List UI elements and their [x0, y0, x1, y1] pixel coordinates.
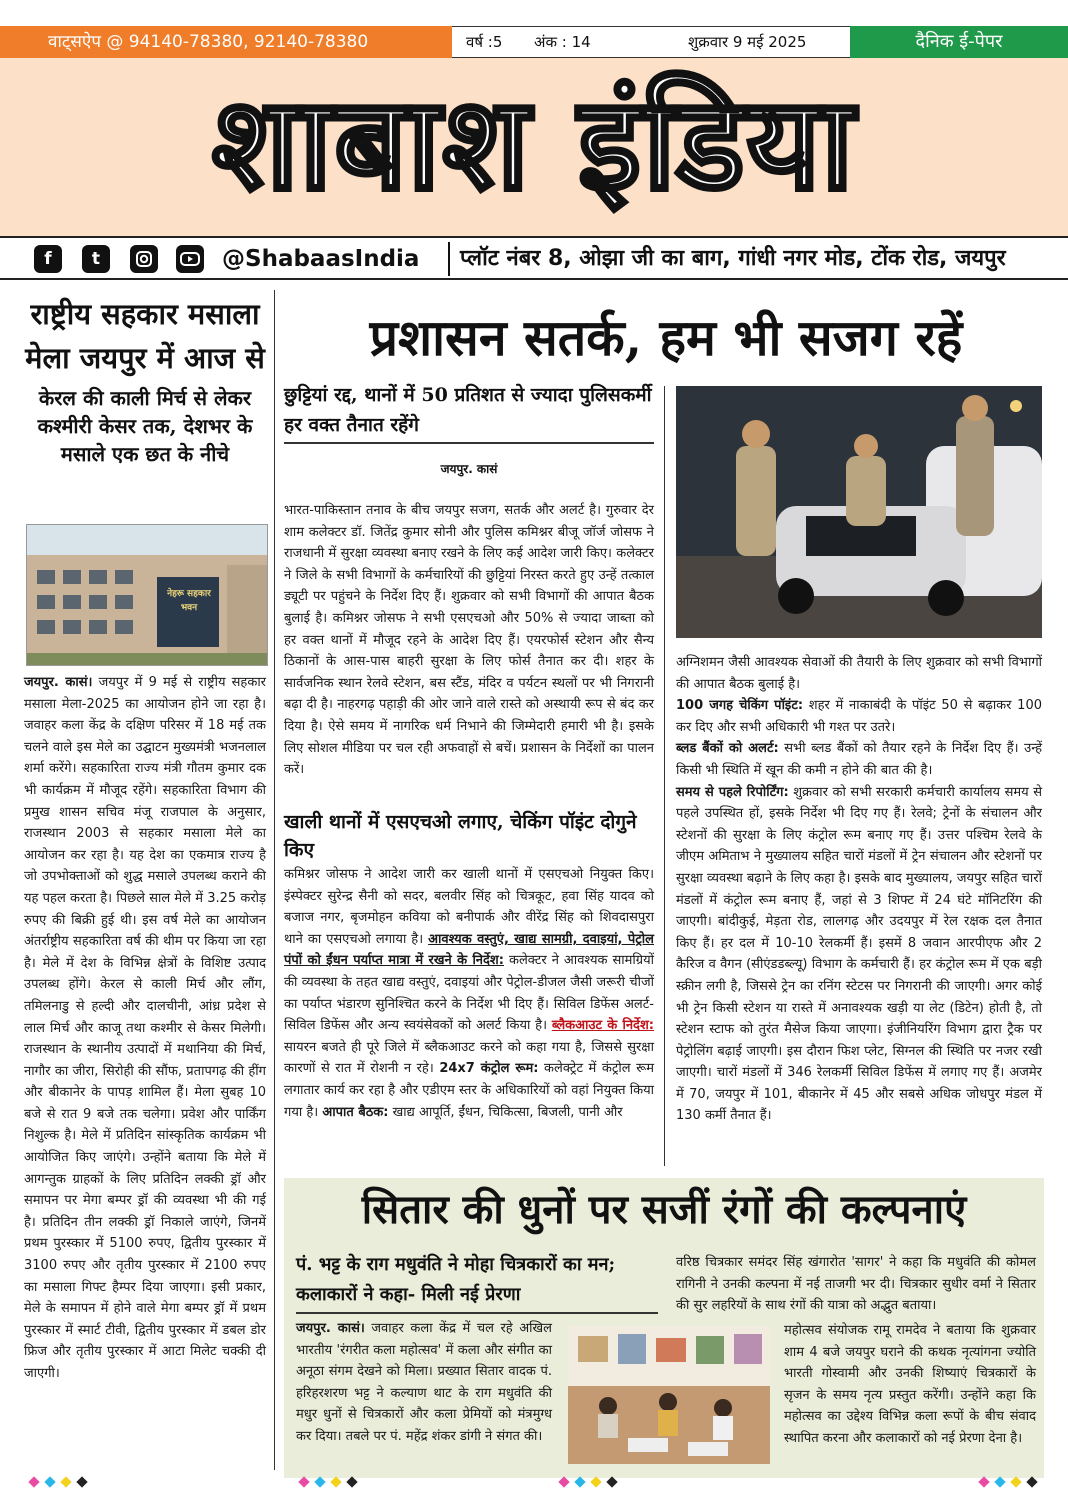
left-body-text: जयपुर में 9 मई से राष्ट्रीय सहकार मसाला मेला-2025 का आयोजन होने जा रहा है। जवाहर कला केंद्र के दक्षिण परिसर में 18 मई तक चलने वाले इस मेले का उद्घाटन मुख्यमंत्री भजनलाल शर्मा करेंगे। सहकारिता राज्य मंत्री गौतम कुमार दक भी कार्यक्रम में मौजूद रहेंगे। सहकारिता विभाग की प्रमुख शासन सचिव मंजू राजपाल के अनुसार, राजस्थान 2003 से सहकार मसाला मेले का आयोजन कर रहा है। यह देश का एकमात्र राज्य है जो उपभोक्ताओं को शुद्ध मसाले उपलब्ध कराने की यह पहल करता है। पिछले साल मेले में 3.25 करोड़ रुपए की बिक्री हुई थी। इस वर्ष मेले का आयोजन अंतर्राष्ट्रीय सहकारिता वर्ष की थीम पर किया जा रहा है। मेले में देश के विभिन्न क्षेत्रों के विशिष्ट उत्पाद उपलब्ध होंगे। केरल से काली मिर्च और लौंग, तमिलनाडु से हल्दी और दालचीनी, आंध्र प्रदेश से लाल मिर्च और काजू तथा कश्मीर से केसर मिलेगी। राजस्थान के स्थानीय उत्पादों में मथानिया की मिर्च, नागौर का जीरा, सिरोही की सौंफ, प्रतापगढ़ की हींग और बीकानेर के पापड़ शामिल हैं। मेला सुबह 10 बजे से रात 9 बजे तक चलेगा। प्रवेश और पार्किंग निशुल्क है। मेले में प्रतिदिन सांस्कृतिक कार्यक्रम भी आयोजित किए जाएंगे। उन्होंने बताया कि मेले में आगन्तुक ग्राहकों के लिए प्रतिदिन लक्की ड्रॉ और समापन पर मेगा बम्पर ड्रॉ की व्यवस्था भी की गई है। प्रतिदिन तीन लक्की ड्रॉ निकाले जाएंगे, जिनमें प्रथम पुरस्कार में 5100 रुपए, द्वितीय पुरस्कार में 3100 रुपए और तृतीय पुरस्कार में 2100 रुपए का मसाला गिफ्ट हैम्पर दिया जाएगा। इसी प्रकार, मेले के समापन में होने वाले मेगा बम्पर ड्रॉ में प्रथम पुरस्कार में स्मार्ट टीवी, द्वितीय पुरस्कार में डबल डोर फ्रिज और तृतीय पुरस्कार में आटा मिलेट चक्की दी जाएगी।	[24, 675, 267, 1381]
main-subhead-2: खाली थानों में एसएचओ लगाए, चेकिंग पॉइंट दोगुने किए	[284, 811, 637, 861]
left-dateline: जयपुर. कासं।	[24, 675, 93, 690]
main-body-3b: शहर में नाकाबंदी के पॉइंट 50 से बढ़ाकर 100 कर दिए और सभी अधिकारी भी गश्त पर उतरे।	[676, 698, 1042, 735]
edition-label: दैनिक ई-पेपर	[850, 26, 1068, 58]
column-divider	[664, 386, 665, 1166]
left-story	[24, 292, 266, 468]
building-photo	[26, 524, 268, 666]
main-subheadline: छुट्टियां रद्द, थानों में 50 प्रतिशत से ज्यादा पुलिसकर्मी हर वक्त तैनात रहेंगे	[284, 384, 652, 436]
bottom-body-1-text: जवाहर कला केंद्र में चल रहे अखिल भारतीय 'रंगरीत कला महोत्सव' में कला और संगीत का अनूठा संगम देखने को मिला। प्रख्यात सितार वादक पं. हरिहरशरण भट्ट ने कल्याण थाट के राग मधुवंति की मधुर धुनों से चित्रकारों और कला प्रेमियों को मंत्रमुग्ध कर दिया। तबले पर पं. महेंद्र शंकर डांगी ने संगत की।	[296, 1321, 552, 1444]
rule	[296, 1312, 658, 1314]
main-body-3c: सभी ब्लड बैंकों को तैयार रहने के निर्देश दिए हैं। उन्हें किसी भी स्थिति में खून की कमी न होने की बात की है।	[676, 741, 1042, 778]
social-bar	[0, 236, 1068, 280]
main-body-3	[676, 652, 1042, 1127]
instagram-icon[interactable]	[130, 245, 158, 273]
emergency-meeting-label: आपात बैठक:	[322, 1104, 389, 1120]
main-headline: प्रशासन सतर्क, हम भी सजग रहें	[369, 308, 963, 367]
main-body-2	[284, 864, 654, 1123]
early-reporting-label: समय से पहले रिपोर्टिंग:	[676, 784, 789, 800]
facebook-icon[interactable]: f	[34, 245, 62, 273]
issue-label: अंक : 14	[534, 33, 591, 51]
left-headline: राष्ट्रीय सहकार मसाला मेला जयपुर में आज से	[25, 297, 265, 375]
main-body: भारत-पाकिस्तान तनाव के बीच जयपुर सजग, सतर्क और अलर्ट है। गुरुवार देर शाम कलेक्टर डॉ. जितेंद्र कुमार सोनी और पुलिस कमिश्नर बीजू जॉर्ज जोसफ ने राजधानी में सुरक्षा व्यवस्था बनाए रखने के लिए कई आदेश जारी किए। कलेक्टर ने जिले के सभी विभागों के कर्मचारियों की छुट्टियां निरस्त करते हुए उन्हें तत्काल ड्यूटी पर पहुंचने के निर्देश दिए हैं। शुक्रवार को सभी विभागों की आपात बैठक बुलाई है। कमिश्नर जोसफ ने सभी एसएचओ और 50% से ज्यादा जाब्ता को हर वक्त थानों में मौजूद रहने के आदेश दिए हैं। एयरफोर्स स्टेशन और सैन्य ठिकानों के आस-पास बाहरी सुरक्षा के लिए फोर्स तैनात कर दी। शहर के सार्वजनिक स्थान रेलवे स्टेशन, बस स्टैंड, मंदिर व पर्यटन स्थलों पर भी निगरानी बढ़ा दी है। नाहरगढ़ पहाड़ी की ओर जाने वाले रास्ते को अस्थायी रूप से बंद कर दिया है। ऐसे समय में नागरिक धर्म निभाने की जिम्मेदारी हमारी भी है। इसके लिए सोशल मीडिया पर चल रही अफवाहों से बचें। प्रशासन के निर्देशों का पालन करें।	[284, 503, 654, 778]
whatsapp-contact: वाट्सऐप @ 94140-78380, 92140-78380	[0, 26, 452, 58]
youtube-icon[interactable]	[176, 245, 204, 273]
building-sign: नेहरू सहकार भवन	[167, 589, 211, 613]
artists-photo	[568, 1326, 770, 1464]
main-body-2d: कलेक्ट्रेट में कंट्रोल रूम लगातार कार्य कर रहा है और एडीएम स्तर के अधिकारियों को वहां नियुक्त किया गया है।	[284, 1061, 654, 1120]
main-byline: जयपुर. कासं	[440, 462, 498, 476]
top-bar	[0, 26, 1068, 58]
rule	[284, 442, 654, 444]
issue-info	[452, 26, 850, 58]
print-registration-marks	[0, 1476, 1068, 1490]
main-body-2c: सायरन बजते ही पूरे जिले में ब्लैकआउट करने को कहा गया है, जिससे सुरक्षा कारणों से रात में रोशनी न रहे।	[284, 1039, 654, 1077]
blood-bank-label: ब्लड बैंकों को अलर्ट:	[676, 741, 779, 757]
control-room-label: 24x7 कंट्रोल रूम:	[439, 1061, 539, 1077]
police-checking-photo	[676, 386, 1042, 638]
year-label: वर्ष :5	[466, 33, 503, 51]
bottom-subheadline: पं. भट्ट के राग मधुवंति ने मोहा चित्रकारों का मन; कलाकारों ने कहा- मिली नई प्रेरणा	[296, 1254, 616, 1305]
left-body	[24, 672, 266, 1385]
office-address: प्लॉट नंबर 8, ओझा जी का बाग, गांधी नगर मोड, टोंक रोड, जयपुर	[448, 242, 1006, 276]
main-body-3a: अग्निशमन जैसी आवश्यक सेवाओं की तैयारी के लिए शुक्रवार को सभी विभागों की आपात बैठक बुलाई है।	[676, 655, 1042, 692]
column-divider	[274, 290, 275, 1470]
left-subheadline: केरल की काली मिर्च से लेकर कश्मीरी केसर तक, देशभर के मसाले एक छत के नीचे	[37, 386, 253, 466]
main-body-2b: कलेक्टर ने आवश्यक सामग्रियों की व्यवस्था के तहत खाद्य वस्तुएं, दवाइयां और पेट्रोल-डीजल जैसी जरूरी चीजों का पर्याप्त भंडारण सुनिश्चित करने के निर्देश भी दिए हैं। सिविल डिफेंस अलर्ट- सिविल डिफेंस और अन्य स्वयंसेवकों को अलर्ट किया है।	[284, 953, 654, 1034]
bottom-body-2: वरिष्ठ चित्रकार समंदर सिंह खंगारोत 'सागर' ने कहा कि मधुवंति की कोमल रागिनी ने उनकी कल्पना में नई ताजगी भर दी। चित्रकार सुधीर वर्मा ने सितार की सुर लहरियों के साथ रंगों की यात्रा को अद्भुत बताया।	[676, 1255, 1036, 1314]
main-body-2a: कमिश्नर जोसफ ने आदेश जारी कर खाली थानों में एसएचओ नियुक्त किए। इंस्पेक्टर सुरेन्द्र सैनी को सदर, बलवीर सिंह को चित्रकूट, हवा सिंह यादव को बजाज नगर, बृजमोहन कविया को बनीपार्क और वीरेंद्र सिंह को शिवदासपुरा थाने का एसएचओ लगाया है।	[284, 867, 654, 947]
bottom-headline: सितार की धुनों पर सजीं रंगों की कल्पनाएं	[361, 1186, 967, 1233]
bottom-body-3: महोत्सव संयोजक रामू रामदेव ने बताया कि शुक्रवार शाम 4 बजे जयपुर घराने की कथक नृत्यांगना ज्योति भारती गोस्वामी और उनकी शिष्याएं चित्रकारों के सृजन के समय नृत्य प्रस्तुत करेंगी। उन्होंने कहा कि महोत्सव का उद्देश्य विभिन्न कला रूपों के बीच संवाद स्थापित करना और कलाकारों को नई प्रेरणा देना है।	[784, 1323, 1036, 1446]
main-body-3d: शुक्रवार को सभी सरकारी कर्मचारी कार्यालय समय से पहले उपस्थित हों, इसके निर्देश भी दिए गए हैं। रेलवे; ट्रेनों के संचालन और स्टेशनों की सुरक्षा के लिए कंट्रोल रूम बनाए गए हैं। उत्तर पश्चिम रेलवे के जीएम अमिताभ ने मुख्यालय सहित चारों मंडलों में ट्रेन संचालन और स्टेशनों पर सुरक्षा व्यवस्था बढ़ाने के लिए कहा है। इसके बाद मुख्यालय, जयपुर सहित चारों मंडलों में कंट्रोल रूम बनाए हैं, जहां से 3 शिफ्ट में 24 घंटे मॉनिटरिंग की जाएगी। बांदीकुई, मेड़ता रोड, लालगढ़ और उदयपुर में रेल रक्षक दल तैनात किए हैं। हर दल में 10-10 रेलकर्मी हैं। इसमें 8 जवान आरपीएफ और 2 कैरिज व वैगन (सीएंडडब्ल्यू) विभाग के कर्मचारी हैं। हर कंट्रोल रूम में एक बड़ी स्क्रीन लगी है, जिससे ट्रेन का रनिंग स्टेटस पर निगरानी की जाएगी। अगर कोई भी ट्रेन किसी स्टेशन या रास्ते में अनावश्यक खड़ी या लेट (डिटेन) होती है, तो स्टेशन स्टाफ को तुरंत मैसेज किया जाएगा। इंजीनियरिंग विभाग द्वारा ट्रैक पर पेट्रोलिंग बढ़ाई जाएगी। इस दौरान फिश प्लेट, सिग्नल की स्थिति पर नजर रखी जाएगी। चारों मंडलों में 346 रेलकर्मी सिविल डिफेंस में लगाए गए हैं। अजमेर में 70, जयपुर में 101, बीकानेर में 45 और सबसे अधिक जोधपुर मंडल में 130 कर्मी तैनात हैं।	[676, 784, 1042, 1124]
twitter-icon[interactable]: t	[82, 245, 110, 273]
social-handle[interactable]: @ShabaasIndia	[222, 246, 420, 272]
newspaper-title: शाबाश इंडिया	[212, 69, 856, 219]
masthead	[0, 58, 1068, 236]
bottom-dateline: जयपुर. कासं।	[296, 1321, 365, 1336]
essentials-label: आवश्यक वस्तुएं, खाद्य सामग्री, दवाइयां, पेट्रोल पंपों को ईंधन पर्याप्त मात्रा में रखने के निर्देश:	[284, 931, 654, 969]
main-body-2e: खाद्य आपूर्ति, ईंधन, चिकित्सा, बिजली, पानी और	[392, 1104, 623, 1120]
date-label: शुक्रवार 9 मई 2025	[688, 33, 807, 51]
checking-points-label: 100 जगह चेकिंग पॉइंट:	[676, 698, 804, 714]
bottom-body-1	[296, 1318, 552, 1448]
blackout-label: ब्लैकआउट के निर्देश:	[551, 1018, 654, 1034]
